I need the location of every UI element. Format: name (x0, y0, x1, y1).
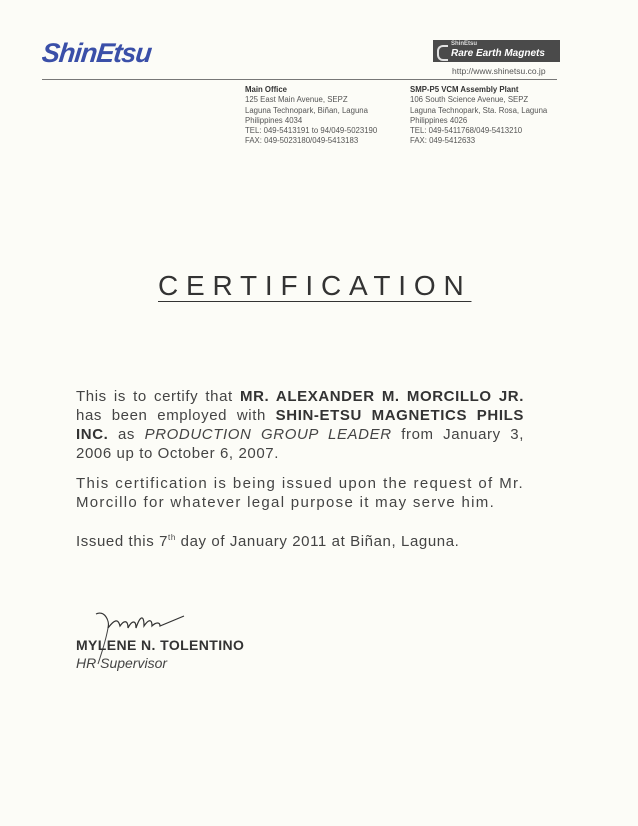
address-line: Philippines 4034 (245, 115, 303, 125)
company-name: SHIN-ETSU MAGNETICS PHILS INC. (76, 407, 524, 443)
signatory-role: HR Supervisor (76, 655, 168, 671)
paragraph-text: This is to certify that (76, 388, 240, 405)
main-office-address (245, 85, 377, 147)
office-heading: SMP-P5 VCM Assembly Plant (410, 85, 519, 94)
telephone-line: TEL: 049-5411768/049-5413210 (410, 126, 523, 136)
address-line: 125 East Main Avenue, SEPZ (245, 95, 348, 105)
paragraph-text: Issued this 7 (76, 533, 169, 550)
address-line: 106 South Science Avenue, SEPZ (410, 95, 529, 105)
header-divider (42, 79, 557, 80)
telephone-line: TEL: 049-5413191 to 94/049-5023190 (245, 126, 378, 136)
signatory-name: MYLENE N. TOLENTINO (76, 637, 245, 653)
certification-paragraph (76, 387, 524, 463)
fax-line: FAX: 049-5412633 (410, 136, 476, 146)
purpose-paragraph: This certification is being issued upon the request of Mr. Morcillo for whatever legal purpose it may serve him. (76, 475, 524, 511)
address-line: Laguna Technopark, Biñan, Laguna (245, 105, 368, 115)
plant-address (410, 85, 547, 147)
fax-line: FAX: 049-5023180/049-5413183 (245, 136, 359, 146)
badge-emblem-icon (437, 45, 448, 61)
company-logo: ShinEtsu (40, 38, 153, 68)
document-title: CERTIFICATION (158, 270, 472, 301)
website-url: http://www.shinetsu.co.jp (452, 66, 546, 76)
badge-brand: ShinEtsu (451, 41, 478, 47)
paragraph-text: as (108, 426, 145, 443)
paragraph-text: has been employed with (76, 407, 276, 424)
job-position: PRODUCTION GROUP LEADER (144, 426, 392, 443)
address-line: Philippines 4026 (410, 115, 468, 125)
office-heading: Main Office (245, 85, 288, 94)
paragraph-text: from January 3, 2006 up to October 6, 2007. (76, 426, 525, 462)
paragraph-text: day of January 2011 at Biñan, Laguna. (175, 533, 460, 550)
employee-name: MR. ALEXANDER M. MORCILLO JR. (240, 388, 524, 405)
address-line: Laguna Technopark, Sta. Rosa, Laguna (410, 105, 548, 115)
issued-paragraph (76, 528, 524, 551)
badge-text: Rare Earth Magnets (451, 48, 545, 59)
rare-earth-magnets-badge (433, 40, 560, 62)
ordinal-suffix: th (168, 533, 176, 542)
